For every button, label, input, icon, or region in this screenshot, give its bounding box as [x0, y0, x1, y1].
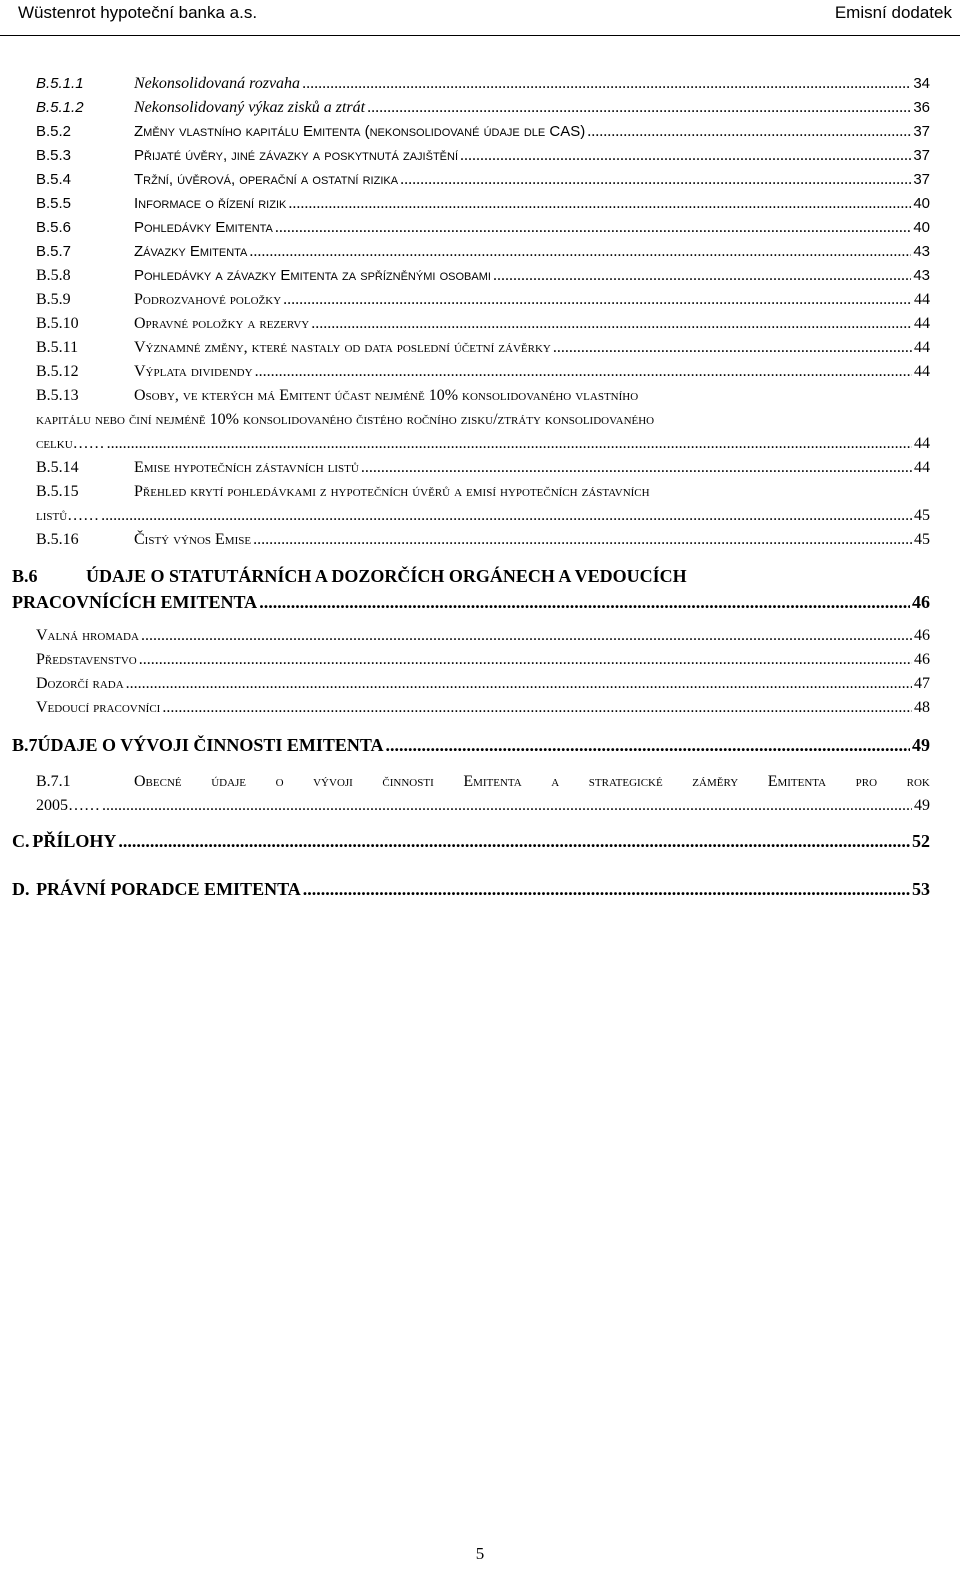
- toc-entry-page: 44: [914, 339, 930, 356]
- toc-entry-title-word: a: [551, 773, 560, 790]
- toc-entry-number: B.5.15: [36, 483, 79, 500]
- toc-leader-dots: [367, 96, 911, 120]
- page-header: [0, 0, 960, 36]
- toc-leader-dots: [255, 360, 912, 384]
- toc-entry[interactable]: [36, 240, 930, 264]
- toc-entry-title: Nekonsolidovaný výkaz zisků a ztrát: [134, 99, 366, 116]
- toc-entry-title-word: o: [275, 773, 284, 790]
- toc-entry-title: Závazky Emitenta: [134, 243, 248, 260]
- toc-entry-number: B.5.4: [36, 171, 72, 188]
- toc-leader-dots: [126, 672, 912, 696]
- toc-entry-title-word: údaje: [211, 773, 247, 790]
- toc-entry-title-word: Emitenta: [767, 773, 827, 790]
- toc-entry-b5-13-line2: kapitálu nebo činí nejméně 10% konsolidovaného čistého ročního zisku/ztráty konsolidovaného: [36, 411, 655, 428]
- toc-entry[interactable]: [36, 144, 930, 168]
- toc-leader-dots: [288, 192, 911, 216]
- toc-leader-dots: [275, 216, 911, 240]
- toc-subentry-page: 46: [914, 651, 930, 668]
- toc-leader-dots: [386, 732, 910, 758]
- toc-entry-title-word: záměry: [692, 773, 739, 790]
- toc-entry-number: B.5.10: [36, 315, 79, 332]
- toc-entry-title: Čistý výnos Emise: [134, 531, 252, 548]
- toc-heading-number: C.: [12, 831, 30, 851]
- toc-entry-page: 43: [913, 243, 930, 260]
- toc-leader-dots: [587, 120, 911, 144]
- toc-entry-b5-15-line1[interactable]: [36, 480, 930, 504]
- toc-entry-title-word: Obecné: [134, 773, 182, 790]
- toc-entry-number: B.5.9: [36, 291, 71, 308]
- toc-entry-title: Opravné položky a rezervy: [134, 315, 310, 332]
- toc-entry-title-word: strategické: [588, 773, 663, 790]
- toc-entry[interactable]: [36, 264, 930, 288]
- toc-subentry-title: Představenstvo: [36, 651, 137, 668]
- toc-entry-page: 40: [913, 195, 930, 212]
- toc-subentry-page: 46: [914, 627, 930, 644]
- toc-entry-title: Přijaté úvěry, jiné závazky a poskytnutá zajištění: [134, 147, 459, 164]
- toc-leader-dots: [553, 336, 912, 360]
- toc-entry-number: B.5.8: [36, 267, 71, 284]
- toc-leader-dots: [283, 288, 912, 312]
- toc-entry-number: B.5.1.1: [36, 75, 84, 92]
- toc-heading-number: B.6: [12, 566, 38, 586]
- toc-entry[interactable]: [36, 288, 930, 312]
- toc-entry-title: Osoby, ve kterých má Emitent účast nejméně 10% konsolidovaného vlastního: [134, 387, 639, 404]
- toc-entry-b5-16[interactable]: [36, 528, 930, 552]
- toc-entry-number: B.5.12: [36, 363, 79, 380]
- toc-entry[interactable]: [36, 312, 930, 336]
- toc-leader-dots: [400, 168, 911, 192]
- toc-entry-title: Podrozvahové položky: [134, 291, 282, 308]
- toc-subentry[interactable]: [36, 648, 930, 672]
- toc-entry-title-cont: listů……: [36, 507, 100, 524]
- toc-entry-number: B.5.3: [36, 147, 72, 164]
- toc-entry-page: 44: [914, 435, 930, 452]
- toc-entry-title-word: Emitenta: [463, 773, 522, 790]
- toc-entry[interactable]: [36, 120, 930, 144]
- header-company-name: Wüstenrot hypoteční banka a.s.: [18, 3, 258, 22]
- toc-entry-number: B.5.1.2: [36, 99, 84, 116]
- toc-entry-page: 44: [914, 291, 930, 308]
- toc-entry-title: Změny vlastního kapitálu Emitenta (nekonsolidované údaje dle CAS): [134, 123, 586, 140]
- toc-leader-dots: [141, 624, 912, 648]
- toc-entry-title-cont: celku……: [36, 435, 105, 452]
- toc-entry-page: 43: [913, 267, 930, 284]
- toc-entry-page: 44: [914, 315, 930, 332]
- header-document-title: Emisní dodatek: [834, 3, 952, 22]
- toc-entry-title-word: činnosti: [382, 773, 434, 790]
- toc-subentry-page: 48: [914, 699, 930, 716]
- toc-leader-dots: [493, 264, 911, 288]
- toc-entry-page: 45: [914, 531, 930, 548]
- toc-leader-dots: [249, 240, 911, 264]
- toc-heading-number: B.7: [12, 735, 38, 755]
- toc-leader-dots: [139, 648, 912, 672]
- toc-subentry[interactable]: [36, 624, 930, 648]
- toc-entry-b5-15-line2[interactable]: [36, 504, 930, 528]
- toc-heading-b6-line2[interactable]: [12, 589, 930, 615]
- toc-leader-dots: [107, 432, 912, 456]
- toc-leader-dots: [162, 696, 912, 720]
- toc-subentry[interactable]: [36, 672, 930, 696]
- page-number: 5: [475, 1544, 485, 1563]
- toc-entry-page: 45: [914, 507, 930, 524]
- toc-heading-title: PŘÍLOHY: [32, 831, 117, 851]
- toc-entry-title: Emise hypotečních zástavních listů: [134, 459, 359, 476]
- toc-entry[interactable]: [36, 168, 930, 192]
- toc-subentry[interactable]: [36, 696, 930, 720]
- toc-heading-title: ÚDAJE O VÝVOJI ČINNOSTI EMITENTA: [37, 735, 384, 755]
- toc-entry-number: B.5.6: [36, 219, 72, 236]
- toc-entry-b7-1-line2[interactable]: [36, 794, 930, 818]
- toc-entry-title: Přehled krytí pohledávkami z hypotečních úvěrů a emisí hypotečních zástavních: [134, 483, 650, 500]
- toc-subentry-page: 47: [914, 675, 930, 692]
- toc-leader-dots: [303, 876, 910, 902]
- toc-entry-title: [134, 770, 930, 794]
- toc-heading-page: 49: [912, 735, 930, 755]
- toc-entry-number: B.7.1: [36, 773, 71, 790]
- toc-entry-number: B.5.5: [36, 195, 72, 212]
- toc-heading-page: 52: [912, 831, 930, 851]
- toc-entry-title: Výplata dividendy: [134, 363, 253, 380]
- toc-entry-b5-13-line3[interactable]: [36, 432, 930, 456]
- toc-heading-title-cont: PRACOVNÍCÍCH EMITENTA: [12, 592, 258, 612]
- toc-entry-b5-14[interactable]: [36, 456, 930, 480]
- toc-entry-number: B.5.13: [36, 387, 79, 404]
- toc-entry[interactable]: [36, 96, 930, 120]
- toc-entry-b7-1-line1[interactable]: [36, 770, 930, 794]
- toc-entry-page: 37: [913, 123, 930, 140]
- toc-leader-dots: [253, 528, 912, 552]
- toc-entry-title: Tržní, úvěrová, operační a ostatní rizika: [134, 171, 399, 188]
- toc-entry-page: 34: [913, 75, 930, 92]
- toc-entry-number: B.5.14: [36, 459, 79, 476]
- toc-leader-dots: [101, 504, 912, 528]
- toc-heading-c[interactable]: [12, 828, 930, 854]
- toc-heading-page: 53: [912, 879, 930, 899]
- toc-heading-b7[interactable]: [12, 732, 930, 758]
- toc-entry-title: Pohledávky a závazky Emitenta za spřízněnými osobami: [134, 267, 491, 284]
- toc-heading-title: ÚDAJE O STATUTÁRNÍCH A DOZORČÍCH ORGÁNECH A VEDOUCÍCH: [86, 566, 687, 586]
- toc-leader-dots: [361, 456, 912, 480]
- toc-entry-page: 44: [914, 363, 930, 380]
- toc-entry-title: Informace o řízení rizik: [134, 195, 287, 212]
- toc-heading-page: 46: [912, 592, 930, 612]
- toc-leader-dots: [118, 828, 910, 854]
- toc-leader-dots: [302, 72, 911, 96]
- toc-subentry-title: Dozorčí rada: [36, 675, 124, 692]
- toc-entry[interactable]: [36, 336, 930, 360]
- toc-subentry-title: Valná hromada: [36, 627, 139, 644]
- toc-entry-number: B.5.16: [36, 531, 79, 548]
- toc-entry-page: 37: [913, 171, 930, 188]
- toc-entry-title: Pohledávky Emitenta: [134, 219, 273, 236]
- toc-entry-page: 49: [914, 797, 930, 814]
- toc-entry-title-cont: 2005……: [36, 797, 100, 814]
- toc-entry-page: 44: [914, 459, 930, 476]
- toc-subentry-title: Vedoucí pracovníci: [36, 699, 161, 716]
- toc-entry-page: 40: [913, 219, 930, 236]
- toc-entry-title-word: rok: [906, 773, 930, 790]
- toc-entry-page: 36: [913, 99, 930, 116]
- toc-entry-number: B.5.7: [36, 243, 72, 260]
- toc-entry[interactable]: [36, 192, 930, 216]
- toc-entry-title: Významné změny, které nastaly od data poslední účetní závěrky: [134, 339, 551, 356]
- toc-entry[interactable]: [36, 360, 930, 384]
- toc-entry-title-word: pro: [855, 773, 878, 790]
- toc-heading-b6-line1[interactable]: [12, 563, 930, 589]
- toc-leader-dots: [102, 794, 912, 818]
- toc-entry-title: Nekonsolidovaná rozvaha: [134, 75, 301, 92]
- toc-entry-page: 37: [913, 147, 930, 164]
- toc-entry-number: B.5.2: [36, 123, 72, 140]
- toc-entry-b5-13-line1[interactable]: [36, 384, 930, 408]
- toc-entry-title-word: vývoji: [313, 773, 353, 790]
- toc-heading-d[interactable]: [12, 876, 930, 902]
- toc-leader-dots: [460, 144, 911, 168]
- toc-leader-dots: [311, 312, 912, 336]
- toc-leader-dots: [259, 589, 910, 615]
- toc-heading-title: PRÁVNÍ PORADCE EMITENTA: [36, 879, 301, 899]
- toc-entry[interactable]: [36, 72, 930, 96]
- toc-entry-number: B.5.11: [36, 339, 79, 356]
- toc-entry[interactable]: [36, 216, 930, 240]
- toc-heading-number: D.: [12, 879, 30, 899]
